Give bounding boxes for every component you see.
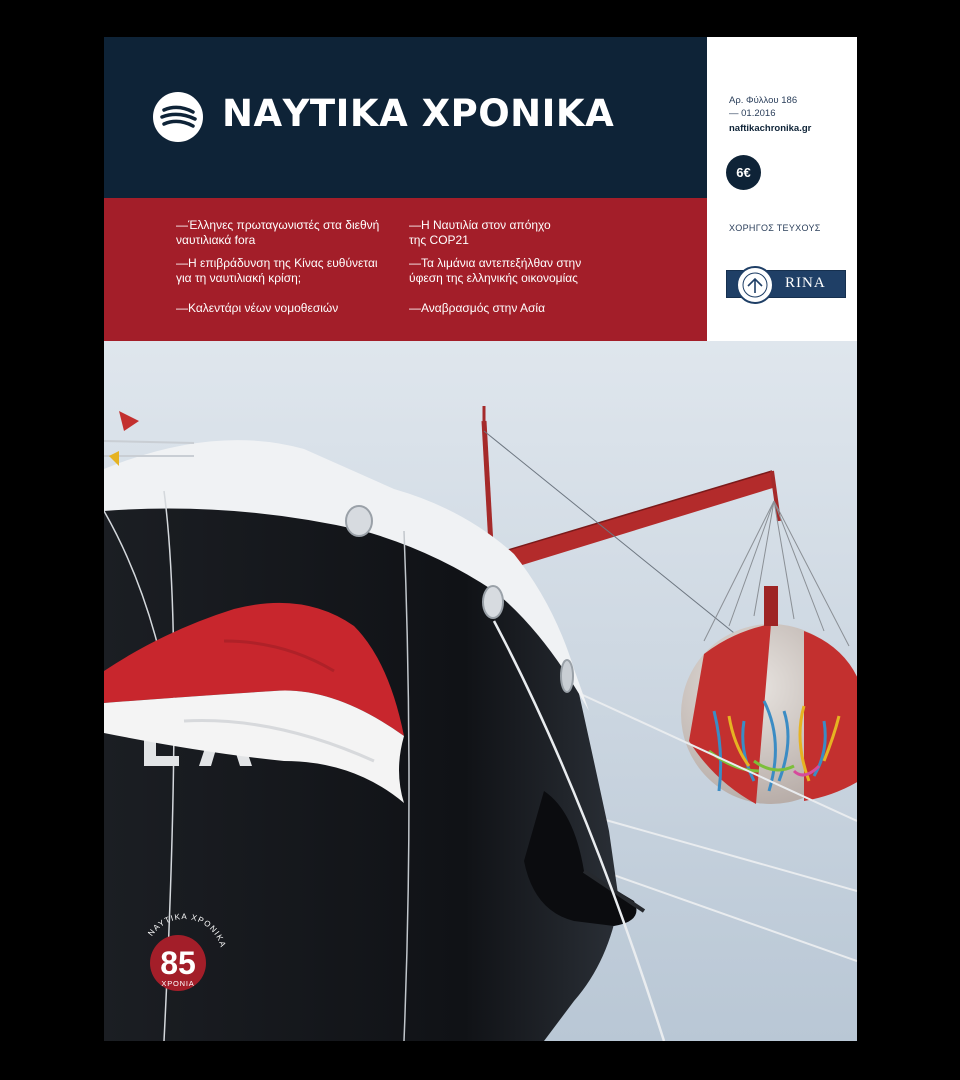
headline-item: —Η Ναυτιλία στον απόηχο της COP21 — [409, 218, 551, 247]
sponsor-emblem-icon — [736, 266, 774, 304]
headline-item: —Έλληνες πρωταγωνιστές στα διεθνή ναυτιλιακά fora — [176, 218, 380, 247]
headline-item: —Η επιβράδυνση της Κίνας ευθύνεται για τη ναυτιλιακή κρίση; — [176, 256, 378, 285]
anniversary-subtitle: ΧΡΟΝΙΑ — [161, 979, 195, 988]
headline-item: —Καλεντάρι νέων νομοθεσιών — [176, 301, 339, 315]
headline-item: —Τα λιμάνια αντεπεξήλθαν στην ύφεση της ελληνικής οικονομίας — [409, 256, 582, 285]
issue-line: Αρ. Φύλλου 186 — [729, 95, 798, 106]
magazine-title: ΝΑΥΤΙΚΑ ΧΡΟΝΙΚΑ — [222, 92, 615, 135]
issue-number — [729, 94, 797, 120]
issue-info-panel — [707, 37, 857, 341]
sponsor-label: ΧΟΡΗΓΟΣ ΤΕΥΧΟΥΣ — [729, 223, 821, 233]
price-badge: 6€ — [726, 155, 761, 190]
waves-logo-icon — [153, 92, 203, 142]
magazine-cover — [104, 37, 857, 1041]
website-url: naftikachronika.gr — [729, 123, 812, 134]
anniversary-number: 85 — [160, 945, 196, 981]
sponsor-logo — [726, 270, 846, 298]
headlines-band — [104, 198, 707, 341]
issue-date: — 01.2016 — [729, 108, 776, 119]
headline-item: —Αναβρασμός στην Ασία — [409, 301, 546, 315]
badge-arc-text: ΝΑΥΤΙΚΑ ΧΡΟΝΙΚΑ — [146, 911, 228, 950]
masthead — [104, 37, 707, 198]
sponsor-name: RINA — [785, 275, 826, 291]
